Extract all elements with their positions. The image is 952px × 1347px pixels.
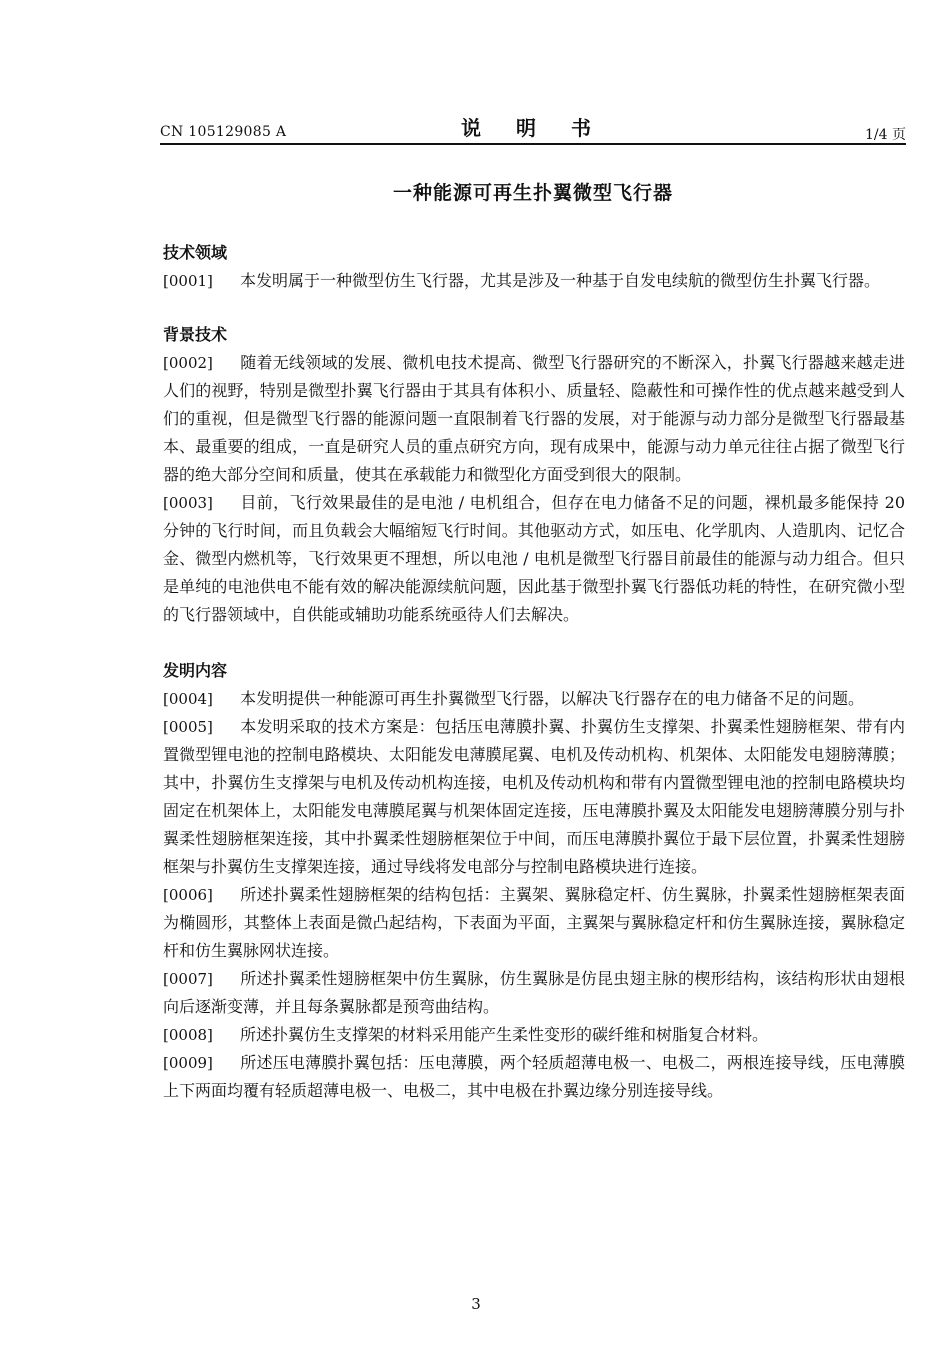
section-summary	[163, 657, 905, 1105]
paragraph	[163, 1049, 905, 1105]
paragraph	[163, 1021, 905, 1049]
section-heading: 技术领域	[163, 243, 228, 262]
page-number: 3	[471, 1295, 481, 1313]
header-title: 说 明 书	[461, 116, 605, 140]
header-divider	[160, 143, 906, 145]
paragraph-number: [0004]	[163, 690, 213, 708]
section-technical-field	[163, 239, 905, 295]
paragraph-text: 所述扑翼仿生支撑架的材料采用能产生柔性变形的碳纤维和树脂复合材料。	[240, 1025, 769, 1044]
page-info: 1/4 页	[865, 127, 906, 143]
page-header	[160, 112, 906, 146]
paragraph-text: 所述压电薄膜扑翼包括：压电薄膜，两个轻质超薄电极一、电极二，两根连接导线，压电薄膜上下两面均覆有轻质超薄电极一、电极二，其中电极在扑翼边缘分别连接导线。	[163, 1053, 905, 1100]
paragraph-number: [0002]	[163, 354, 213, 372]
paragraph	[163, 349, 905, 489]
section-background	[163, 321, 905, 629]
paragraph	[163, 713, 905, 881]
paragraph-text: 本发明采取的技术方案是：包括压电薄膜扑翼、扑翼仿生支撑架、扑翼柔性翅膀框架、带有内置微型锂电池的控制电路模块、太阳能发电薄膜尾翼、电机及传动机构、机架体、太阳能发电翅膀薄膜；其中，扑翼仿生支撑架与电机及传动机构连接，电机及传动机构和带有内置微型锂电池的控制电路模块均固定在机架体上，太阳能发电薄膜尾翼与机架体固定连接，压电薄膜扑翼及太阳能发电翅膀薄膜分别与扑翼柔性翅膀框架连接，其中扑翼柔性翅膀框架位于中间，而压电薄膜扑翼位于最下层位置，扑翼柔性翅膀框架与扑翼仿生支撑架连接，通过导线将发电部分与控制电路模块进行连接。	[163, 717, 905, 876]
paragraph-number: [0008]	[163, 1026, 213, 1044]
paragraph-number: [0005]	[163, 718, 213, 736]
section-heading: 发明内容	[163, 661, 228, 680]
paragraph-text: 所述扑翼柔性翅膀框架中仿生翼脉，仿生翼脉是仿昆虫翅主脉的楔形结构，该结构形状由翅根向后逐渐变薄，并且每条翼脉都是预弯曲结构。	[163, 969, 905, 1016]
paragraph-text: 本发明提供一种能源可再生扑翼微型飞行器，以解决飞行器存在的电力储备不足的问题。	[240, 689, 865, 708]
paragraph-text: 随着无线领域的发展、微机电技术提高、微型飞行器研究的不断深入，扑翼飞行器越来越走进人们的视野，特别是微型扑翼飞行器由于其具有体积小、质量轻、隐蔽性和可操作性的优点越来越受到人们的重视，但是微型飞行器的能源问题一直限制着飞行器的发展，对于能源与动力部分是微型飞行器最基本、最重要的组成，一直是研究人员的重点研究方向，现有成果中，能源与动力单元往往占据了微型飞行器的绝大部分空间和质量，使其在承载能力和微型化方面受到很大的限制。	[163, 353, 905, 484]
paragraph	[163, 489, 905, 629]
document-body	[163, 239, 905, 1105]
paragraph	[163, 685, 905, 713]
paragraph-number: [0009]	[163, 1054, 213, 1072]
section-heading: 背景技术	[163, 325, 228, 344]
paragraph-number: [0001]	[163, 272, 213, 290]
paragraph	[163, 965, 905, 1021]
paragraph-text: 本发明属于一种微型仿生飞行器，尤其是涉及一种基于自发电续航的微型仿生扑翼飞行器。	[240, 271, 881, 290]
paragraph	[163, 267, 905, 295]
document-title: 一种能源可再生扑翼微型飞行器	[392, 182, 673, 204]
paragraph-number: [0003]	[163, 494, 213, 512]
paragraph-text: 目前，飞行效果最佳的是电池 / 电机组合，但存在电力储备不足的问题，裸机最多能保持 20 分钟的飞行时间，而且负载会大幅缩短飞行时间。其他驱动方式，如压电、化学肌肉、人造肌肉、记忆合金、微型内燃机等，飞行效果更不理想，所以电池 / 电机是微型飞行器目前最佳的能源与动力组合。但只是单纯的电池供电不能有效的解决能源续航问题，因此基于微型扑翼飞行器低功耗的特性，在研究微小型的飞行器领域中，自供能或辅助功能系统亟待人们去解决。	[163, 493, 905, 624]
paragraph-number: [0007]	[163, 970, 213, 988]
paragraph-number: [0006]	[163, 886, 213, 904]
publication-number: CN 105129085 A	[160, 124, 287, 140]
paragraph	[163, 881, 905, 965]
paragraph-text: 所述扑翼柔性翅膀框架的结构包括：主翼架、翼脉稳定杆、仿生翼脉，扑翼柔性翅膀框架表面为椭圆形，其整体上表面是微凸起结构，下表面为平面，主翼架与翼脉稳定杆和仿生翼脉连接，翼脉稳定杆和仿生翼脉网状连接。	[163, 885, 905, 960]
